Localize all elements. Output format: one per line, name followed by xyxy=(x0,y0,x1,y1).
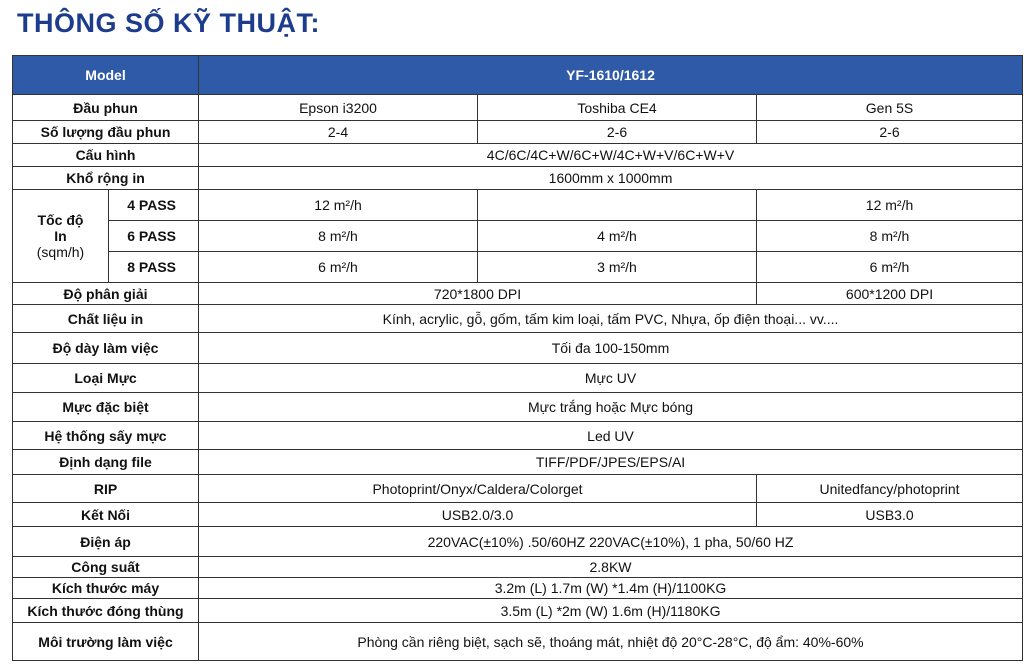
cell: 1600mm x 1000mm xyxy=(199,167,1023,190)
table-row xyxy=(13,527,1023,557)
cell: 600*1200 DPI xyxy=(757,283,1023,305)
cell: USB3.0 xyxy=(757,503,1023,527)
cell: Unitedfancy/photoprint xyxy=(757,475,1023,503)
table-row xyxy=(13,121,1023,144)
model-label: Model xyxy=(13,56,199,95)
row-label: Công suất xyxy=(13,557,199,578)
cell: 2-6 xyxy=(478,121,757,144)
table-row xyxy=(13,450,1023,475)
table-row xyxy=(13,144,1023,167)
cell: USB2.0/3.0 xyxy=(199,503,757,527)
row-label: Độ phân giải xyxy=(13,283,199,305)
row-label: Mực đặc biệt xyxy=(13,393,199,422)
cell: 2-4 xyxy=(199,121,478,144)
pass-label: 4 PASS xyxy=(109,190,199,221)
cell: Phòng cần riêng biệt, sạch sẽ, thoáng mát, nhiệt độ 20°C-28°C, độ ẩm: 40%-60% xyxy=(199,623,1023,661)
pass-label: 8 PASS xyxy=(109,252,199,283)
cell xyxy=(478,190,757,221)
cell: Toshiba CE4 xyxy=(478,95,757,121)
cell: Tối đa 100-150mm xyxy=(199,333,1023,364)
table-row xyxy=(13,364,1023,393)
row-label: Kích thước máy xyxy=(13,578,199,599)
page-title: THÔNG SỐ KỸ THUẬT: xyxy=(17,8,320,38)
cell: TIFF/PDF/JPES/EPS/AI xyxy=(199,450,1023,475)
table-row xyxy=(13,557,1023,578)
cell: Epson i3200 xyxy=(199,95,478,121)
pass-label: 6 PASS xyxy=(109,221,199,252)
table-row xyxy=(13,252,1023,283)
cell: Mực UV xyxy=(199,364,1023,393)
cell: Mực trắng hoặc Mực bóng xyxy=(199,393,1023,422)
row-label: Kết Nối xyxy=(13,503,199,527)
spec-table xyxy=(12,55,1023,661)
cell: 4 m²/h xyxy=(478,221,757,252)
cell: 220VAC(±10%) .50/60HZ 220VAC(±10%), 1 pha, 50/60 HZ xyxy=(199,527,1023,557)
row-label: Điện áp xyxy=(13,527,199,557)
table-row xyxy=(13,333,1023,364)
row-label: RIP xyxy=(13,475,199,503)
cell: 6 m²/h xyxy=(199,252,478,283)
cell: 8 m²/h xyxy=(199,221,478,252)
table-row xyxy=(13,283,1023,305)
row-label: Môi trường làm việc xyxy=(13,623,199,661)
cell: Gen 5S xyxy=(757,95,1023,121)
cell: 4C/6C/4C+W/6C+W/4C+W+V/6C+W+V xyxy=(199,144,1023,167)
row-label: Khổ rộng in xyxy=(13,167,199,190)
cell: 12 m²/h xyxy=(757,190,1023,221)
speed-label-line: Tốc độ xyxy=(37,212,84,228)
model-value: YF-1610/1612 xyxy=(199,56,1023,95)
cell: 3.5m (L) *2m (W) 1.6m (H)/1180KG xyxy=(199,599,1023,623)
table-row xyxy=(13,95,1023,121)
speed-label xyxy=(13,190,109,283)
row-label: Hệ thống sấy mực xyxy=(13,422,199,450)
cell: 8 m²/h xyxy=(757,221,1023,252)
table-row xyxy=(13,578,1023,599)
table-row xyxy=(13,599,1023,623)
speed-label-line: In xyxy=(54,228,67,244)
row-label: Loại Mực xyxy=(13,364,199,393)
cell: 720*1800 DPI xyxy=(199,283,757,305)
row-label: Định dạng file xyxy=(13,450,199,475)
cell: 3 m²/h xyxy=(478,252,757,283)
cell: 2.8KW xyxy=(199,557,1023,578)
table-row xyxy=(13,503,1023,527)
cell: 2-6 xyxy=(757,121,1023,144)
row-label: Kích thước đóng thùng xyxy=(13,599,199,623)
cell: Kính, acrylic, gỗ, gốm, tấm kim loại, tấm PVC, Nhựa, ốp điện thoại... vv.... xyxy=(199,305,1023,333)
cell: Led UV xyxy=(199,422,1023,450)
row-label: Độ dày làm việc xyxy=(13,333,199,364)
table-row xyxy=(13,190,1023,221)
table-row xyxy=(13,623,1023,661)
table-row xyxy=(13,167,1023,190)
cell: 6 m²/h xyxy=(757,252,1023,283)
row-label: Số lượng đầu phun xyxy=(13,121,199,144)
row-label: Đầu phun xyxy=(13,95,199,121)
cell: 3.2m (L) 1.7m (W) *1.4m (H)/1100KG xyxy=(199,578,1023,599)
cell: Photoprint/Onyx/Caldera/Colorget xyxy=(199,475,757,503)
table-row xyxy=(13,475,1023,503)
speed-unit: (sqm/h) xyxy=(36,244,85,260)
table-row xyxy=(13,422,1023,450)
table-header-row xyxy=(13,56,1023,95)
table-row xyxy=(13,393,1023,422)
row-label: Chất liệu in xyxy=(13,305,199,333)
row-label: Cấu hình xyxy=(13,144,199,167)
table-row xyxy=(13,221,1023,252)
table-row xyxy=(13,305,1023,333)
cell: 12 m²/h xyxy=(199,190,478,221)
